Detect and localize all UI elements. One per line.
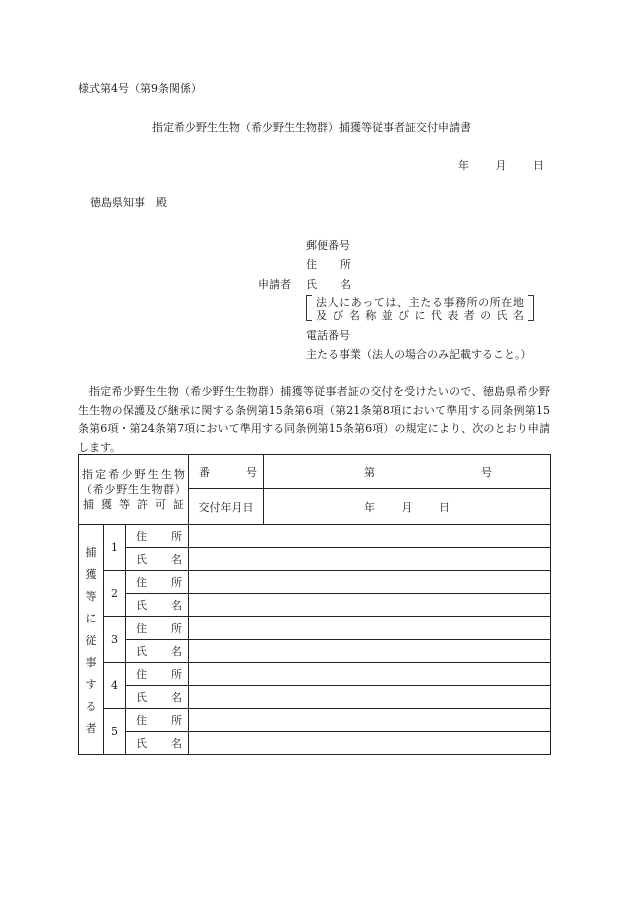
note1-c14: 所 <box>466 296 478 309</box>
name-input-cell[interactable] <box>189 640 551 663</box>
note1-c10: た <box>420 296 432 309</box>
note2-c12: 氏 <box>496 309 508 322</box>
left-bracket <box>306 295 312 321</box>
permit-label-line-1: 指 定 希 少 野 生 生 物 <box>82 468 185 481</box>
issue-date-value-cell[interactable]: 年 月 日 <box>264 489 551 525</box>
note1-c4: あ <box>350 296 362 309</box>
address-input-cell[interactable] <box>189 709 551 732</box>
name-input-cell[interactable] <box>189 548 551 571</box>
person-row <box>79 709 551 732</box>
name-label-cell: 氏 名 <box>126 548 189 571</box>
note1-c18: 地 <box>512 296 524 309</box>
note1-c16: 所 <box>489 296 501 309</box>
note2-c7: に <box>414 309 426 322</box>
number-label-cell: 番 号 <box>189 455 264 489</box>
note2-c4: 称 <box>365 309 377 322</box>
note1-c1: 法 <box>316 296 327 309</box>
phone-label: 電話番号 <box>306 329 350 342</box>
person-row <box>79 640 551 663</box>
address-label-cell: 住 所 <box>126 663 189 686</box>
date-month: 月 <box>495 159 507 172</box>
person-row <box>79 548 551 571</box>
permit-label-line-2: （ 希 少 野 生 生 物 群 ） <box>81 483 186 496</box>
note1-c5: っ <box>362 296 374 309</box>
page-title: 指定希少野生生物（希少野生生物群）捕獲等従事者証交付申請書 <box>152 121 471 134</box>
date-year: 年 <box>458 159 469 172</box>
note2-c3: 名 <box>348 309 360 322</box>
address-input-cell[interactable] <box>189 525 551 548</box>
name-label-cell: 氏 名 <box>126 686 189 709</box>
person-number: 1 <box>104 525 126 571</box>
person-number: 2 <box>104 571 126 617</box>
permit-table <box>78 454 551 755</box>
name-label-cell: 氏 名 <box>126 594 189 617</box>
person-number: 4 <box>104 663 126 709</box>
note1-c6: て <box>373 296 385 309</box>
business-label: 主たる事業（法人の場合のみ記載すること。） <box>306 348 532 361</box>
name-label-cell: 氏 名 <box>126 640 189 663</box>
permit-label-line-3: 捕 獲 等 許 可 証 <box>83 498 184 511</box>
number-value-cell[interactable]: 第 号 <box>264 455 551 489</box>
note2-c2: び <box>332 309 344 322</box>
note1-c15: の <box>478 296 490 309</box>
person-row <box>79 594 551 617</box>
side-label-cell <box>79 525 104 755</box>
address-char-2: 所 <box>340 258 351 271</box>
name-char-2: 名 <box>340 278 351 291</box>
person-row <box>79 686 551 709</box>
name-input-cell[interactable] <box>189 732 551 755</box>
person-number: 5 <box>104 709 126 755</box>
note1-c11: る <box>431 296 443 309</box>
note2-c13: 名 <box>512 309 524 322</box>
date-line <box>458 157 544 173</box>
address-input-cell[interactable] <box>189 571 551 594</box>
name-label-cell: 氏 名 <box>126 732 189 755</box>
corporate-note <box>306 294 534 322</box>
address-input-cell[interactable] <box>189 617 551 640</box>
address-label-cell: 住 所 <box>126 617 189 640</box>
address-label <box>306 256 351 272</box>
name-input-cell[interactable] <box>189 594 551 617</box>
note2-c8: 代 <box>430 309 442 322</box>
person-number: 3 <box>104 617 126 663</box>
person-row <box>79 571 551 594</box>
person-row <box>79 525 551 548</box>
note1-c8: 、 <box>397 296 409 309</box>
note2-c10: 者 <box>463 309 475 322</box>
note1-c13: 務 <box>454 296 466 309</box>
address-label-cell: 住 所 <box>126 571 189 594</box>
side-label: 捕 獲 等 に 従 事 す る 者 <box>85 545 97 735</box>
corp-note-line-2 <box>316 307 524 323</box>
note2-c11: の <box>480 309 492 322</box>
note1-c12: 事 <box>443 296 455 309</box>
address-input-cell[interactable] <box>189 663 551 686</box>
note2-c1: 及 <box>316 309 327 322</box>
note1-c7: は <box>385 296 397 309</box>
permit-label-cell <box>79 455 189 525</box>
address-label-cell: 住 所 <box>126 709 189 732</box>
applicant-role: 申請者 <box>258 278 291 291</box>
postal-code-label: 郵便番号 <box>306 239 350 252</box>
note1-c3: に <box>339 296 351 309</box>
person-row <box>79 617 551 640</box>
name-label <box>306 276 351 292</box>
note2-c5: 並 <box>381 309 393 322</box>
date-day: 日 <box>533 159 544 172</box>
note1-c2: 人 <box>327 296 339 309</box>
addressee: 徳島県知事 殿 <box>90 196 167 209</box>
note2-c6: び <box>398 309 410 322</box>
permit-row <box>79 455 551 489</box>
name-char-1: 氏 <box>306 278 317 291</box>
name-input-cell[interactable] <box>189 686 551 709</box>
issue-date-label-cell: 交付年月日 <box>189 489 264 525</box>
person-row <box>79 732 551 755</box>
right-bracket <box>528 295 534 321</box>
person-row <box>79 663 551 686</box>
form-number: 様式第4号（第9条関係） <box>78 82 202 95</box>
note2-c9: 表 <box>447 309 459 322</box>
note1-c17: 在 <box>501 296 513 309</box>
body-text: 指定希少野生生物（希少野生生物群）捕獲等従事者証の交付を受けたいので、徳島県希少野生生物の保護及び継承に関する条例第15条第6項（第21条第8項において準用する同条例第15条第6項・第24条第7項において準用する同条例第15条第6項）の規定により、次のとおり申請します。 <box>78 385 550 454</box>
address-char-1: 住 <box>306 258 317 271</box>
note1-c9: 主 <box>408 296 420 309</box>
address-label-cell: 住 所 <box>126 525 189 548</box>
